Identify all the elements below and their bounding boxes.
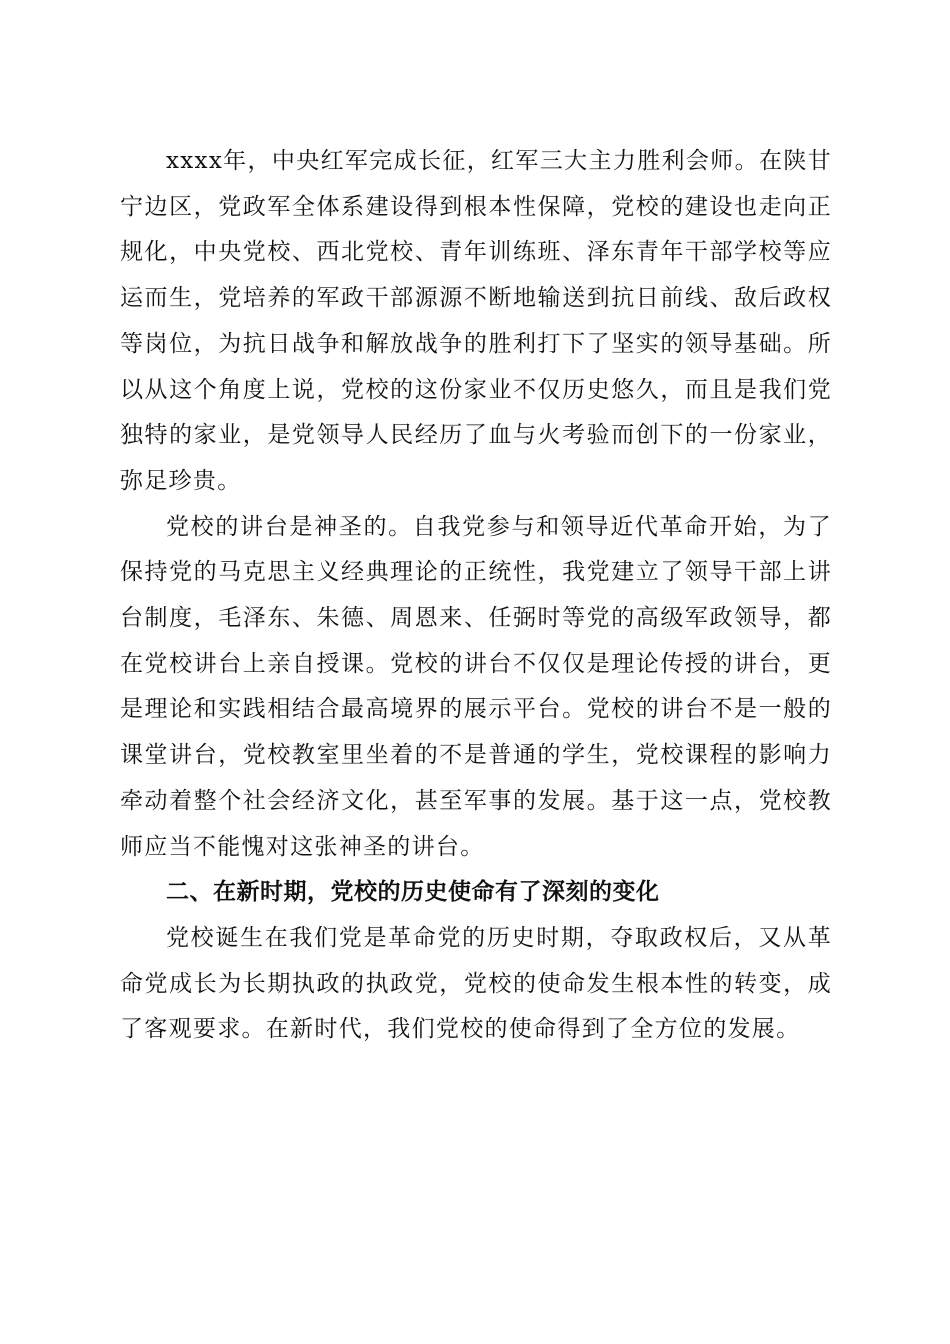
section-heading: 二、在新时期，党校的历史使命有了深刻的变化	[166, 879, 660, 906]
paragraph-party-school-podium: 党校的讲台是神圣的。自我党参与和领导近代革命开始，为了保持党的马克思主义经典理论的正统性，我党建立了领导干部上讲台制度，毛泽东、朱德、周恩来、任弼时等党的高级军政领导，都在党校讲台上亲自授课。党校的讲台不仅仅是理论传授的讲台，更是理论和实践相结合最高境界的展示平台。党校的讲台不是一般的课堂讲台，党校教室里坐着的不是普通的学生，党校课程的影响力牵动着整个社会经济文化，甚至军事的发展。基于这一点，党校教师应当不能愧对这张神圣的讲台。	[120, 513, 832, 860]
document-body	[120, 139, 832, 1053]
paragraph-new-era-mission: 党校诞生在我们党是革命党的历史时期，夺取政权后，又从革命党成长为长期执政的执政党，党校的使命发生根本性的转变，成了客观要求。在新时代，我们党校的使命得到了全方位的发展。	[120, 924, 832, 1043]
paragraph-party-school-history: xxxx年，中央红军完成长征，红军三大主力胜利会师。在陕甘宁边区，党政军全体系建设得到根本性保障，党校的建设也走向正规化，中央党校、西北党校、青年训练班、泽东青年干部学校等应运而生，党培养的军政干部源源不断地输送到抗日前线、敌后政权等岗位，为抗日战争和解放战争的胜利打下了坚实的领导基础。所以从这个角度上说，党校的这份家业不仅历史悠久，而且是我们党独特的家业，是党领导人民经历了血与火考验而创下的一份家业，弥足珍贵。	[120, 148, 832, 494]
